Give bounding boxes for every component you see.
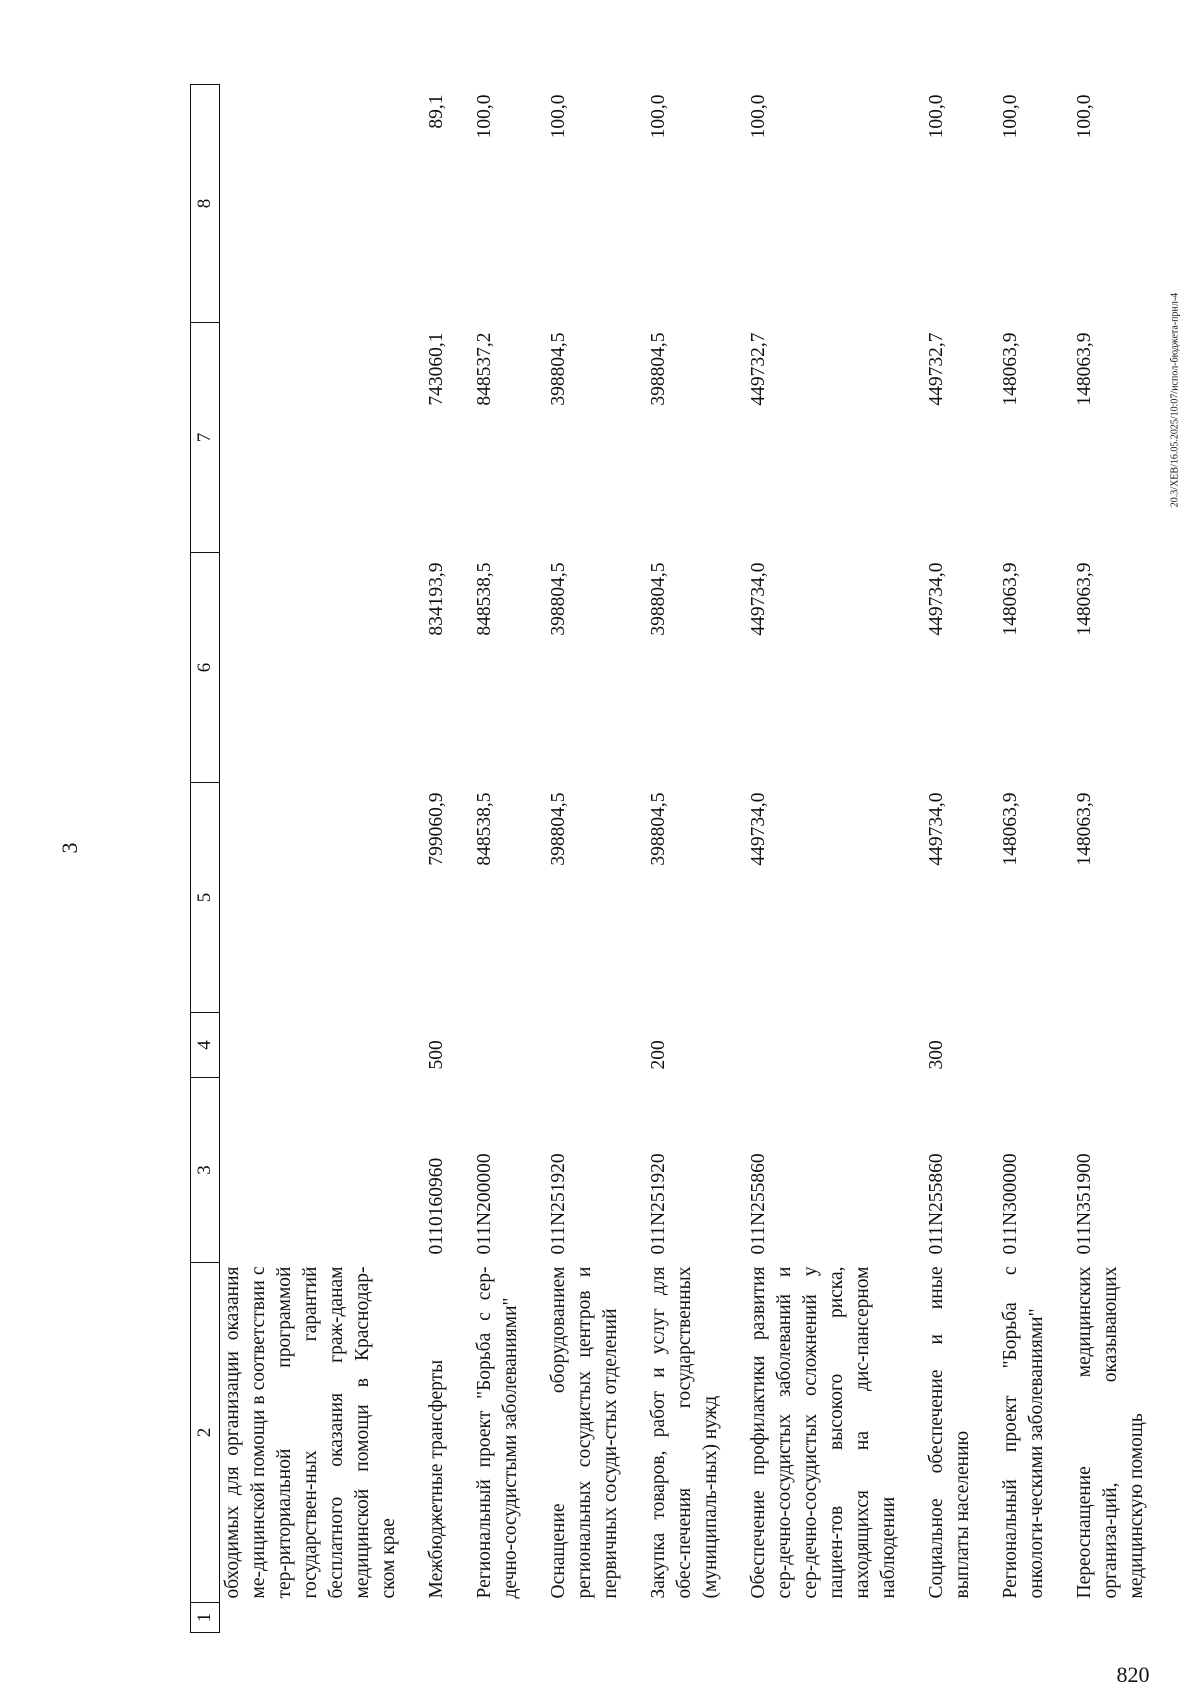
row-number-cell — [646, 1603, 746, 1633]
row-code-cell: 0110160960 — [426, 1157, 447, 1255]
row-col5-cell: 848538,5 — [474, 792, 495, 866]
header-col-2: 2 — [191, 1263, 220, 1603]
row-col6-cell: 449734,0 — [926, 562, 947, 636]
row-col6-cell: 148063,9 — [1074, 562, 1095, 636]
row-kind-cell: 500 — [426, 1040, 447, 1070]
row-number-cell — [1072, 1603, 1172, 1633]
row-number-cell — [998, 1603, 1072, 1633]
header-col-4: 4 — [191, 1013, 220, 1078]
row-description-cell: обходимых для организации оказания ме-дицинской помощи в соответствии с тер-риториальной программой государствен-ных гарантий бесплатного оказания граж-данам медицинской помощи в Краснодар-ском крае — [222, 1266, 399, 1599]
row-code-cell — [220, 1078, 425, 1263]
row-kind-cell: 300 — [926, 1040, 947, 1070]
budget-table-sheet — [170, 45, 1147, 1645]
row-col6-cell: 398804,5 — [648, 562, 669, 636]
row-col8-cell: 100,0 — [648, 94, 669, 139]
budget-table — [190, 84, 1172, 1633]
table-row — [998, 85, 1072, 1633]
row-number-cell — [546, 1603, 646, 1633]
row-code-cell: 011N255860 — [748, 1153, 769, 1255]
table-row — [472, 85, 546, 1633]
row-description-cell: Закупка товаров, работ и услуг для обес-печения государственных (муниципаль-ных) нужд — [648, 1266, 721, 1599]
row-kind-cell — [746, 1013, 924, 1078]
row-description-cell: Социальное обеспечение и иные выплаты населению — [926, 1266, 973, 1599]
row-kind-cell — [472, 1013, 546, 1078]
row-kind-cell — [220, 1013, 425, 1078]
table-row — [646, 85, 746, 1633]
header-col-1: 1 — [191, 1603, 220, 1633]
row-col6-cell: 398804,5 — [548, 562, 569, 636]
table-row — [1072, 85, 1172, 1633]
row-description-cell: Межбюджетные трансферты — [426, 1359, 447, 1599]
table-row — [220, 85, 425, 1633]
row-description-cell: Региональный проект "Борьба с онкологи-ческими заболеваниями" — [1000, 1266, 1047, 1599]
table-row — [746, 85, 924, 1633]
header-col-5: 5 — [191, 783, 220, 1013]
table-row — [546, 85, 646, 1633]
row-col7-cell: 449732,7 — [926, 332, 947, 406]
page-number: 3 — [57, 842, 82, 854]
table-row — [424, 85, 472, 1633]
row-col5-cell: 148063,9 — [1000, 792, 1021, 866]
row-col8-cell: 89,1 — [426, 94, 447, 129]
row-kind-cell: 200 — [648, 1040, 669, 1070]
row-code-cell: 011N251920 — [648, 1153, 669, 1255]
row-col7-cell: 148063,9 — [1074, 332, 1095, 406]
footer-code: 20.3/XEB/16.05.2025/10:07/испол-бюджета-прил-4 — [1169, 292, 1181, 508]
row-col5-cell: 148063,9 — [1074, 792, 1095, 866]
row-col7-cell — [220, 323, 425, 553]
row-col7-cell: 848537,2 — [474, 332, 495, 406]
row-kind-cell — [998, 1013, 1072, 1078]
row-col5-cell: 398804,5 — [548, 792, 569, 866]
row-code-cell: 011N251920 — [548, 1153, 569, 1255]
row-col8-cell: 100,0 — [474, 94, 495, 139]
row-kind-cell — [546, 1013, 646, 1078]
row-col7-cell: 743060,1 — [426, 332, 447, 406]
row-number-cell — [220, 1603, 425, 1633]
header-col-7: 7 — [191, 323, 220, 553]
row-col5-cell — [220, 783, 425, 1013]
header-col-3: 3 — [191, 1078, 220, 1263]
row-number-cell — [424, 1603, 472, 1633]
row-col5-cell: 449734,0 — [926, 792, 947, 866]
row-col8-cell: 100,0 — [1074, 94, 1095, 139]
row-col6-cell: 834193,9 — [426, 562, 447, 636]
row-description-cell: Региональный проект "Борьба с сер-дечно-сосудистыми заболеваниями" — [474, 1266, 521, 1599]
row-col8-cell — [220, 85, 425, 323]
row-col8-cell: 100,0 — [926, 94, 947, 139]
table-row — [924, 85, 998, 1633]
row-description-cell: Обеспечение профилактики развития сер-дечно-сосудистых заболеваний и сер-дечно-сосудистых осложнений у пациен-тов высокого риска, находящихся на дис-пансерном наблюдении — [748, 1266, 899, 1599]
row-description-cell: Оснащение оборудованием региональных сосудистых центров и первичных сосуди-стых отделений — [548, 1266, 621, 1599]
header-row — [191, 85, 220, 1633]
row-col8-cell: 100,0 — [548, 94, 569, 139]
row-code-cell: 011N300000 — [1000, 1153, 1021, 1255]
row-col7-cell: 449732,7 — [748, 332, 769, 406]
row-col7-cell: 398804,5 — [548, 332, 569, 406]
row-code-cell: 011N200000 — [474, 1153, 495, 1255]
row-col5-cell: 449734,0 — [748, 792, 769, 866]
header-col-6: 6 — [191, 553, 220, 783]
row-col8-cell: 100,0 — [1000, 94, 1021, 139]
row-kind-cell — [1072, 1013, 1172, 1078]
header-col-8: 8 — [191, 85, 220, 323]
row-number-cell — [924, 1603, 998, 1633]
row-col6-cell: 848538,5 — [474, 562, 495, 636]
row-code-cell: 011N351900 — [1074, 1153, 1095, 1255]
row-code-cell: 011N255860 — [926, 1153, 947, 1255]
row-col6-cell: 449734,0 — [748, 562, 769, 636]
row-col5-cell: 799060,9 — [426, 792, 447, 866]
row-col5-cell: 398804,5 — [648, 792, 669, 866]
row-description-cell: Переоснащение медицинских организа-ций, оказывающих медицинскую помощь — [1074, 1266, 1147, 1599]
row-col7-cell: 398804,5 — [648, 332, 669, 406]
row-col6-cell — [220, 553, 425, 783]
row-number-cell — [472, 1603, 546, 1633]
row-col7-cell: 148063,9 — [1000, 332, 1021, 406]
row-col6-cell: 148063,9 — [1000, 562, 1021, 636]
sheet-number: 820 — [1116, 1662, 1150, 1687]
row-number-cell — [746, 1603, 924, 1633]
row-col8-cell: 100,0 — [748, 94, 769, 139]
table-body — [220, 85, 1173, 1633]
